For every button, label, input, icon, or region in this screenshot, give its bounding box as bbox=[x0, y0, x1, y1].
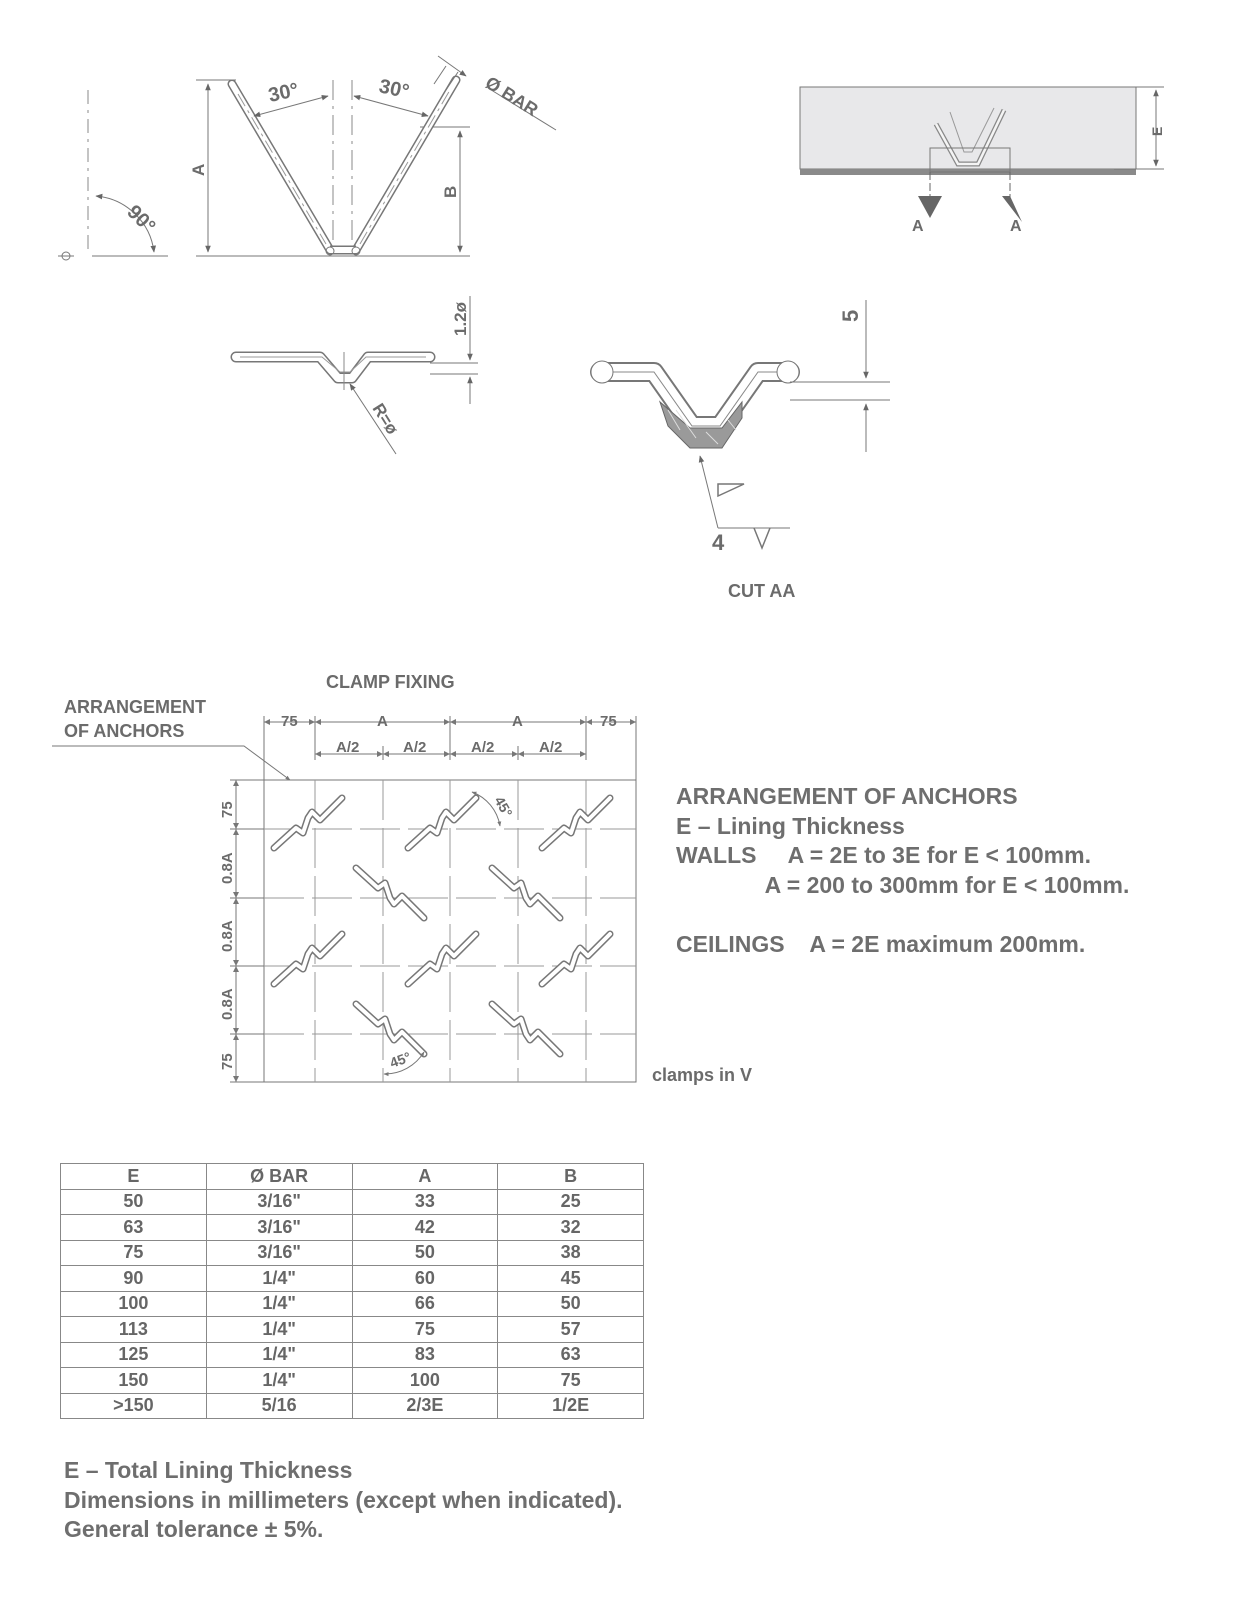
cell-a: 100 bbox=[352, 1368, 498, 1394]
cell-a: 2/3E bbox=[352, 1393, 498, 1419]
radius-label: R=ø bbox=[368, 400, 402, 438]
dim-a2-1: A/2 bbox=[336, 739, 360, 756]
dim-a2-2: A/2 bbox=[403, 739, 427, 756]
cell-bar: 1/4" bbox=[206, 1368, 352, 1394]
footer-total-lining: E – Total Lining Thickness bbox=[64, 1457, 353, 1483]
notes-line-walls-1: WALLS A = 2E to 3E for E < 100mm. bbox=[676, 842, 1091, 868]
cell-bar: 1/4" bbox=[206, 1266, 352, 1292]
footer-notes bbox=[64, 1456, 623, 1545]
dim-75-left-bottom: 75 bbox=[219, 1053, 236, 1070]
cell-bar: 3/16" bbox=[206, 1189, 352, 1215]
dim-08a-2: 0.8A bbox=[219, 920, 236, 952]
angle-90-label: 90° bbox=[122, 200, 160, 238]
cell-bar: 1/4" bbox=[206, 1317, 352, 1343]
anchor-r2-c2 bbox=[492, 868, 560, 918]
section-a-left-label: A bbox=[912, 218, 924, 235]
cut-aa-view bbox=[591, 300, 890, 601]
dim-a-top-left: A bbox=[377, 713, 388, 730]
cell-e: 75 bbox=[61, 1240, 207, 1266]
table-header-row bbox=[61, 1164, 644, 1190]
clamp-fixing-label: CLAMP FIXING bbox=[326, 672, 455, 692]
cell-e: 63 bbox=[61, 1215, 207, 1241]
cell-e: 90 bbox=[61, 1266, 207, 1292]
cell-a: 33 bbox=[352, 1189, 498, 1215]
header-b: B bbox=[498, 1164, 644, 1190]
cell-a: 66 bbox=[352, 1291, 498, 1317]
anchor-r1-c1 bbox=[274, 798, 342, 848]
cell-b: 57 bbox=[498, 1317, 644, 1343]
dim-75-top-right: 75 bbox=[600, 713, 617, 730]
phi-bar-label: Ø BAR bbox=[481, 72, 542, 121]
dim-08a-3: 0.8A bbox=[219, 988, 236, 1020]
cell-a: 60 bbox=[352, 1266, 498, 1292]
header-phi-bar: Ø BAR bbox=[206, 1164, 352, 1190]
header-e: E bbox=[61, 1164, 207, 1190]
anchor-r3-c2 bbox=[408, 934, 476, 984]
cell-b: 63 bbox=[498, 1342, 644, 1368]
cell-a: 83 bbox=[352, 1342, 498, 1368]
arrangement-label-line1: ARRANGEMENT bbox=[64, 697, 206, 717]
cell-bar: 3/16" bbox=[206, 1240, 352, 1266]
cell-bar: 1/4" bbox=[206, 1291, 352, 1317]
dim-5-label: 5 bbox=[838, 309, 863, 322]
cell-b: 1/2E bbox=[498, 1393, 644, 1419]
notes-title: ARRANGEMENT OF ANCHORS bbox=[676, 783, 1018, 809]
notes-line-walls-2: A = 200 to 300mm for E < 100mm. bbox=[676, 871, 1130, 898]
anchor-r2-c1 bbox=[356, 868, 424, 918]
cell-e: 113 bbox=[61, 1317, 207, 1343]
dim-1-2phi-label: 1.2ø bbox=[451, 301, 470, 336]
anchor-arrangement-grid bbox=[52, 672, 752, 1085]
angle-30-left-label: 30° bbox=[266, 79, 301, 107]
cell-a: 75 bbox=[352, 1317, 498, 1343]
cell-e: 100 bbox=[61, 1291, 207, 1317]
cell-e: 150 bbox=[61, 1368, 207, 1394]
weld-4-label: 4 bbox=[712, 530, 725, 555]
angle-45-bottom-label: 45° bbox=[387, 1048, 413, 1071]
angle-30-right-label: 30° bbox=[376, 75, 412, 104]
dim-a-label: A bbox=[189, 163, 208, 176]
table-row bbox=[61, 1342, 644, 1368]
dim-75-left-top: 75 bbox=[219, 801, 236, 818]
notes-line-ceilings: CEILINGS A = 2E maximum 200mm. bbox=[676, 930, 1086, 957]
cell-bar: 1/4" bbox=[206, 1342, 352, 1368]
table-row bbox=[61, 1368, 644, 1394]
anchor-r1-c2 bbox=[408, 798, 476, 848]
section-a-right-label: A bbox=[1010, 218, 1022, 235]
cell-bar: 3/16" bbox=[206, 1215, 352, 1241]
arrangement-notes bbox=[676, 782, 1129, 959]
cell-b: 45 bbox=[498, 1266, 644, 1292]
anchor-r1-c3 bbox=[542, 798, 610, 848]
table-row bbox=[61, 1393, 644, 1419]
cell-b: 32 bbox=[498, 1215, 644, 1241]
table-row bbox=[61, 1291, 644, 1317]
arrangement-label-line2: OF ANCHORS bbox=[64, 721, 185, 741]
header-a: A bbox=[352, 1164, 498, 1190]
dim-b-label: B bbox=[441, 185, 460, 198]
cell-e: 50 bbox=[61, 1189, 207, 1215]
cell-e: 125 bbox=[61, 1342, 207, 1368]
dim-75-top-left: 75 bbox=[281, 713, 298, 730]
dim-08a-1: 0.8A bbox=[219, 852, 236, 884]
angle-45-top-label: 45° bbox=[491, 793, 516, 820]
anchor-r3-c3 bbox=[542, 934, 610, 984]
cell-b: 75 bbox=[498, 1368, 644, 1394]
cut-aa-label: CUT AA bbox=[728, 581, 796, 601]
dimension-table bbox=[60, 1163, 644, 1419]
dim-e-label: E bbox=[1149, 126, 1165, 136]
cell-b: 50 bbox=[498, 1291, 644, 1317]
cell-bar: 5/16 bbox=[206, 1393, 352, 1419]
footer-units: Dimensions in millimeters (except when indicated). bbox=[64, 1486, 623, 1513]
notes-line-lining-thickness: E – Lining Thickness bbox=[676, 812, 905, 839]
table-row bbox=[61, 1240, 644, 1266]
cell-b: 38 bbox=[498, 1240, 644, 1266]
clamps-in-v-label: clamps in V bbox=[652, 1065, 753, 1085]
dim-a2-3: A/2 bbox=[471, 739, 495, 756]
table-row bbox=[61, 1317, 644, 1343]
anchor-r4-c2 bbox=[492, 1004, 560, 1054]
footer-tolerance: General tolerance ± 5%. bbox=[64, 1516, 324, 1542]
l-bar-view bbox=[58, 84, 168, 260]
cell-e: >150 bbox=[61, 1393, 207, 1419]
lining-section-view bbox=[800, 87, 1165, 235]
anchor-r3-c1 bbox=[274, 934, 342, 984]
anchor-r4-c1 bbox=[356, 1004, 424, 1054]
dim-a-top-right: A bbox=[512, 713, 523, 730]
table-row bbox=[61, 1266, 644, 1292]
anchor-side-view bbox=[236, 296, 478, 454]
dim-a2-4: A/2 bbox=[539, 739, 563, 756]
cell-a: 42 bbox=[352, 1215, 498, 1241]
cell-b: 25 bbox=[498, 1189, 644, 1215]
table-row bbox=[61, 1189, 644, 1215]
v-anchor-front-view bbox=[189, 56, 556, 256]
table-row bbox=[61, 1215, 644, 1241]
cell-a: 50 bbox=[352, 1240, 498, 1266]
